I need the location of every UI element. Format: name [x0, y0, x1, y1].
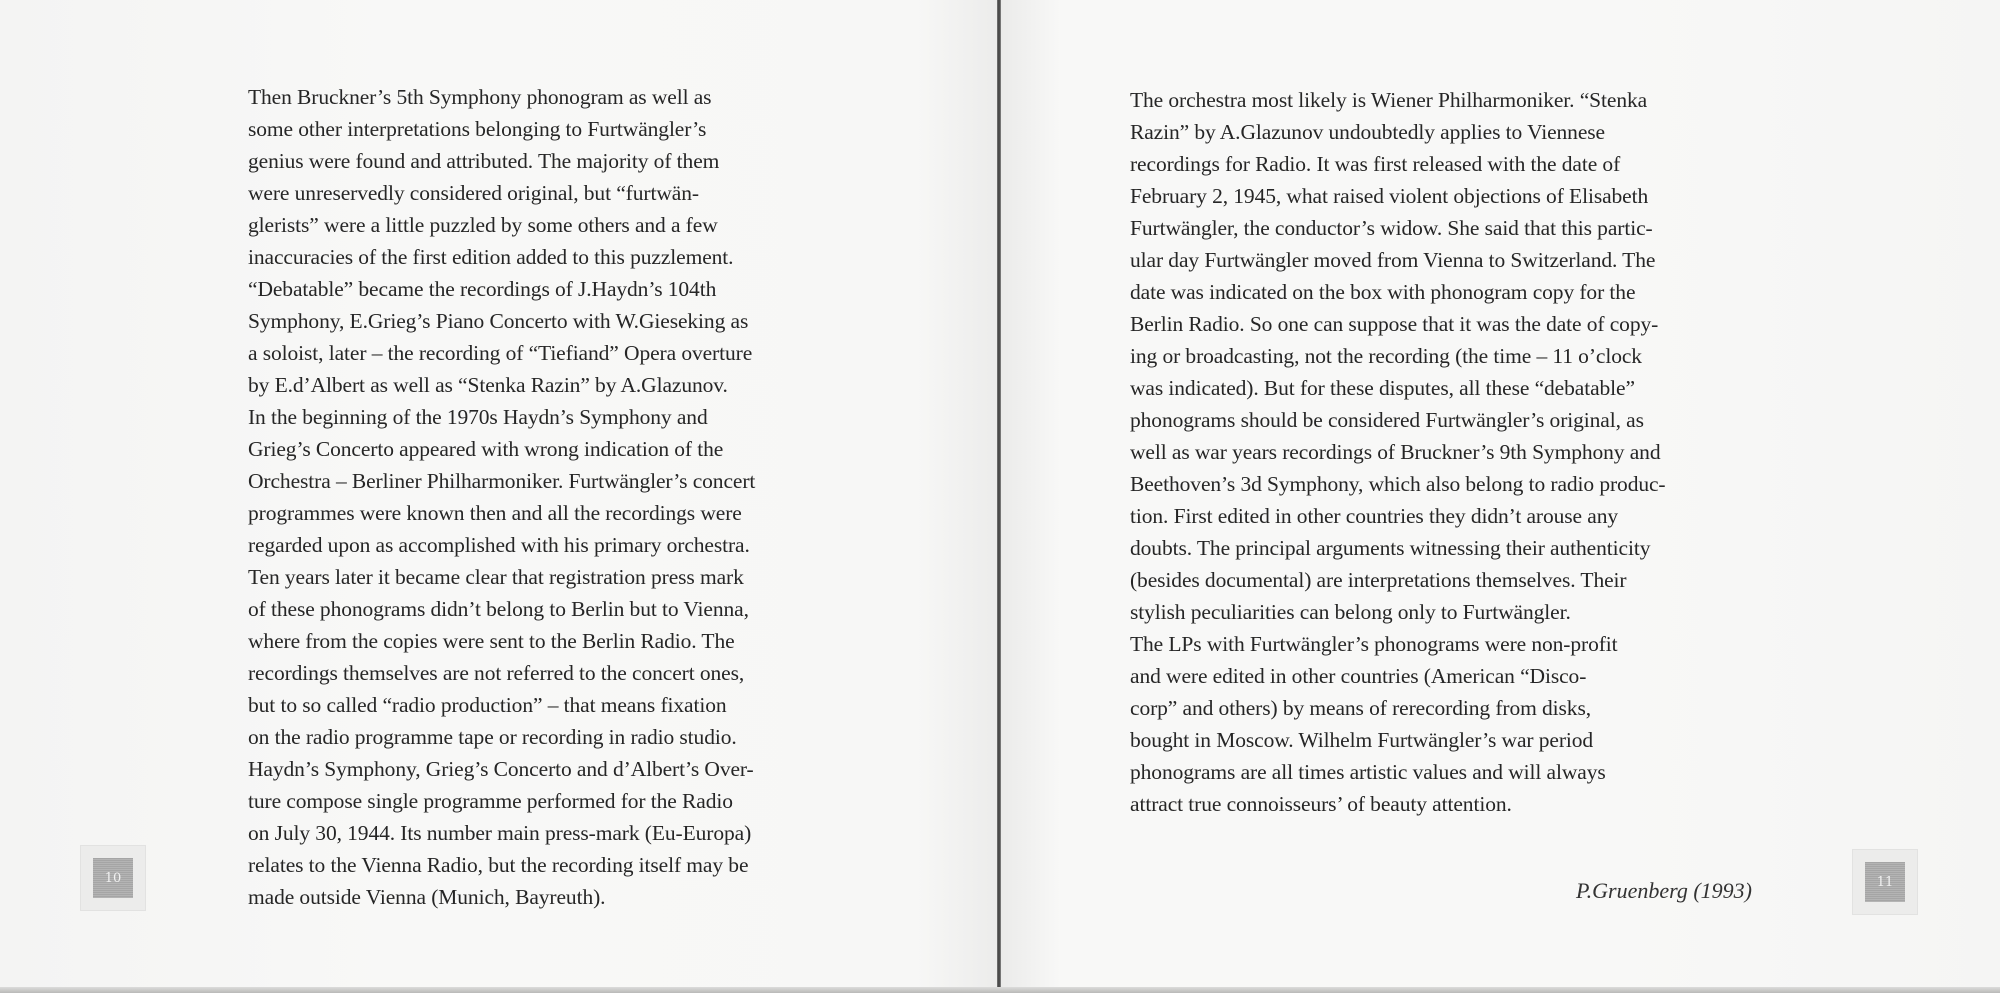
text-line: by E.d’Albert as well as “Stenka Razin” by A.Glazunov. — [248, 373, 728, 397]
text-line: phonograms are all times artistic values and will always — [1130, 760, 1606, 784]
text-line: phonograms should be considered Furtwängler’s original, as — [1130, 408, 1644, 432]
text-line: Beethoven’s 3d Symphony, which also belong to radio produc- — [1130, 472, 1666, 496]
text-line: but to so called “radio production” – that means fixation — [248, 693, 727, 717]
page-number-badge-left — [80, 845, 146, 911]
text-line: on the radio programme tape or recording in radio studio. — [248, 725, 737, 749]
text-line: Orchestra – Berliner Philharmoniker. Furtwängler’s concert — [248, 469, 756, 493]
page-number: 11 — [1865, 862, 1905, 902]
text-line: Berlin Radio. So one can suppose that it was the date of copy- — [1130, 312, 1659, 336]
text-line: where from the copies were sent to the Berlin Radio. The — [248, 629, 735, 653]
text-line: recordings themselves are not referred to the concert ones, — [248, 661, 745, 685]
text-line: The LPs with Furtwängler’s phonograms were non-profit — [1130, 632, 1618, 656]
text-line: (besides documental) are interpretations themselves. Their — [1130, 568, 1627, 592]
book-spine — [997, 0, 1001, 993]
text-line: Furtwängler, the conductor’s widow. She said that this partic- — [1130, 216, 1653, 240]
text-line: genius were found and attributed. The majority of them — [248, 149, 720, 173]
text-line: Haydn’s Symphony, Grieg’s Concerto and d’Albert’s Over- — [248, 757, 754, 781]
text-line: was indicated). But for these disputes, all these “debatable” — [1130, 376, 1635, 400]
text-line: Then Bruckner’s 5th Symphony phonogram as well as — [248, 85, 712, 109]
text-line: and were edited in other countries (American “Disco- — [1130, 664, 1587, 688]
text-line: ture compose single programme performed for the Radio — [248, 789, 733, 813]
text-line: regarded upon as accomplished with his primary orchestra. — [248, 533, 750, 557]
text-line: programmes were known then and all the recordings were — [248, 501, 742, 525]
text-line: “Debatable” became the recordings of J.Haydn’s 104th — [248, 277, 717, 301]
text-line: attract true connoisseurs’ of beauty attention. — [1130, 792, 1512, 816]
text-line: of these phonograms didn’t belong to Berlin but to Vienna, — [248, 597, 749, 621]
page-number: 10 — [93, 858, 133, 898]
text-line: ing or broadcasting, not the recording (the time – 11 o’clock — [1130, 344, 1642, 368]
text-line: made outside Vienna (Munich, Bayreuth). — [248, 885, 606, 909]
text-line: Symphony, E.Grieg’s Piano Concerto with W.Gieseking as — [248, 309, 749, 333]
text-line: In the beginning of the 1970s Haydn’s Symphony and — [248, 405, 708, 429]
page-bottom-edge — [0, 987, 2000, 993]
text-line: Ten years later it became clear that registration press mark — [248, 565, 744, 589]
author-signature: P.Gruenberg (1993) — [1576, 878, 1752, 903]
text-line: bought in Moscow. Wilhelm Furtwängler’s war period — [1130, 728, 1594, 752]
text-line: recordings for Radio. It was first released with the date of — [1130, 152, 1621, 176]
text-line: tion. First edited in other countries they didn’t arouse any — [1130, 504, 1619, 528]
text-line: were unreservedly considered original, but “furtwän- — [248, 181, 699, 205]
text-line: Grieg’s Concerto appeared with wrong indication of the — [248, 437, 724, 461]
text-line: on July 30, 1944. Its number main press-mark (Eu-Europa) — [248, 821, 752, 845]
text-line: a soloist, later – the recording of “Tiefiand” Opera overture — [248, 341, 753, 365]
text-line: The orchestra most likely is Wiener Philharmoniker. “Stenka — [1130, 88, 1648, 112]
text-line: some other interpretations belonging to Furtwängler’s — [248, 117, 707, 141]
text-line: inaccuracies of the first edition added to this puzzlement. — [248, 245, 734, 269]
page-number-badge-right — [1852, 849, 1918, 915]
text-line: stylish peculiarities can belong only to Furtwängler. — [1130, 600, 1571, 624]
text-line: well as war years recordings of Bruckner’s 9th Symphony and — [1130, 440, 1661, 464]
text-line: doubts. The principal arguments witnessing their authenticity — [1130, 536, 1651, 560]
right-page-text — [1130, 84, 1760, 820]
text-line: relates to the Vienna Radio, but the recording itself may be — [248, 853, 749, 877]
text-line: February 2, 1945, what raised violent objections of Elisabeth — [1130, 184, 1649, 208]
text-line: corp” and others) by means of rerecording from disks, — [1130, 696, 1591, 720]
text-line: Razin” by A.Glazunov undoubtedly applies to Viennese — [1130, 120, 1605, 144]
text-line: date was indicated on the box with phonogram copy for the — [1130, 280, 1636, 304]
text-line: ular day Furtwängler moved from Vienna to Switzerland. The — [1130, 248, 1656, 272]
text-line: glerists” were a little puzzled by some others and a few — [248, 213, 718, 237]
left-page-text — [248, 81, 888, 913]
